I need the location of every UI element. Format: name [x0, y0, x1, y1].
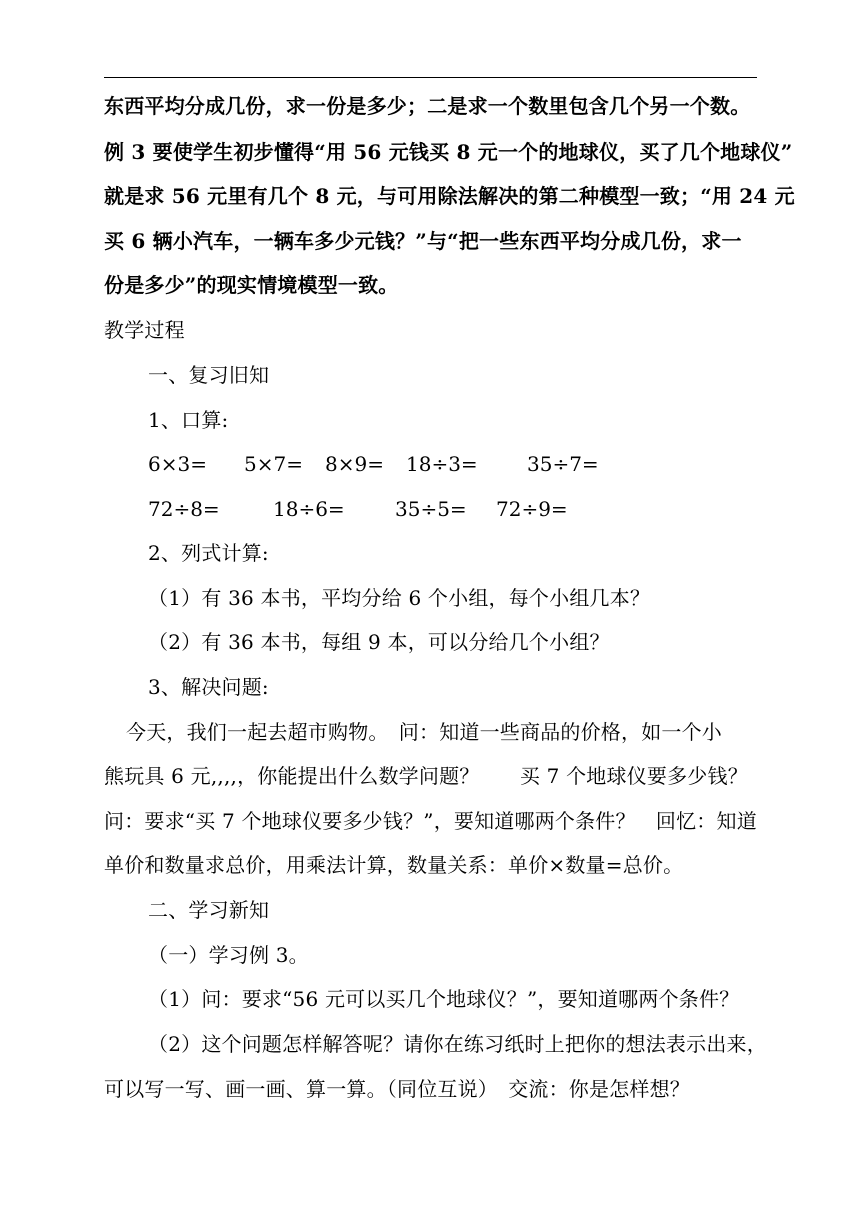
oral-label: 1、口算: — [148, 408, 229, 432]
intro-line: 份是多少”的现实情境模型一致。 — [104, 273, 399, 297]
new-item: （2）这个问题怎样解答呢？请你在练习纸时上把你的想法表示出来， — [148, 1032, 767, 1056]
solve-line: 熊玩具 6 元,,,,，你能提出什么数学问题？ 买 7 个地球仪要多少钱？ — [104, 764, 748, 788]
oral-item: 8×9= — [325, 452, 384, 476]
written-item: （2）有 36 本书，每组 9 本，可以分给几个小组？ — [148, 630, 610, 654]
intro-line: 东西平均分成几份，求一份是多少；二是求一个数里包含几个另一个数。 — [104, 94, 751, 118]
oral-item: 18÷6= — [273, 497, 345, 521]
oral-item: 72÷9= — [496, 497, 568, 521]
new-sub-heading: （一）学习例 3。 — [148, 943, 309, 967]
oral-item: 72÷8= — [148, 497, 220, 521]
new-item: 可以写一写、画一画、算一算。（同位互说） 交流：你是怎样想？ — [104, 1077, 690, 1101]
oral-item: 6×3= — [148, 452, 207, 476]
written-item: （1）有 36 本书，平均分给 6 个小组，每个小组几本？ — [148, 586, 651, 610]
oral-item: 18÷3= — [406, 452, 478, 476]
intro-line: 买 6 辆小汽车，一辆车多少元钱？”与“把一些东西平均分成几份，求一 — [104, 229, 742, 253]
intro-line: 就是求 56 元里有几个 8 元，与可用除法解决的第二种模型一致；“用 24 元 — [104, 184, 795, 208]
solve-label: 3、解决问题: — [148, 675, 269, 699]
new-heading: 二、学习新知 — [148, 898, 270, 922]
solve-line: 今天，我们一起去超市购物。 问：知道一些商品的价格，如一个小 — [126, 720, 722, 744]
review-heading: 一、复习旧知 — [148, 363, 270, 387]
section-title: 教学过程 — [104, 318, 185, 342]
oral-item: 35÷7= — [527, 452, 599, 476]
intro-line: 例 3 要使学生初步懂得“用 56 元钱买 8 元一个的地球仪，买了几个地球仪” — [104, 140, 793, 164]
new-item: （1）问：要求“56 元可以买几个地球仪？”，要知道哪两个条件？ — [148, 987, 740, 1011]
oral-item: 35÷5= — [395, 497, 467, 521]
written-label: 2、列式计算: — [148, 541, 269, 565]
solve-line: 问：要求“买 7 个地球仪要多少钱？”，要知道哪两个条件？ 回忆：知道 — [104, 809, 757, 833]
header-rule — [104, 77, 757, 78]
solve-line: 单价和数量求总价，用乘法计算，数量关系：单价×数量=总价。 — [104, 853, 684, 877]
oral-item: 5×7= — [244, 452, 303, 476]
